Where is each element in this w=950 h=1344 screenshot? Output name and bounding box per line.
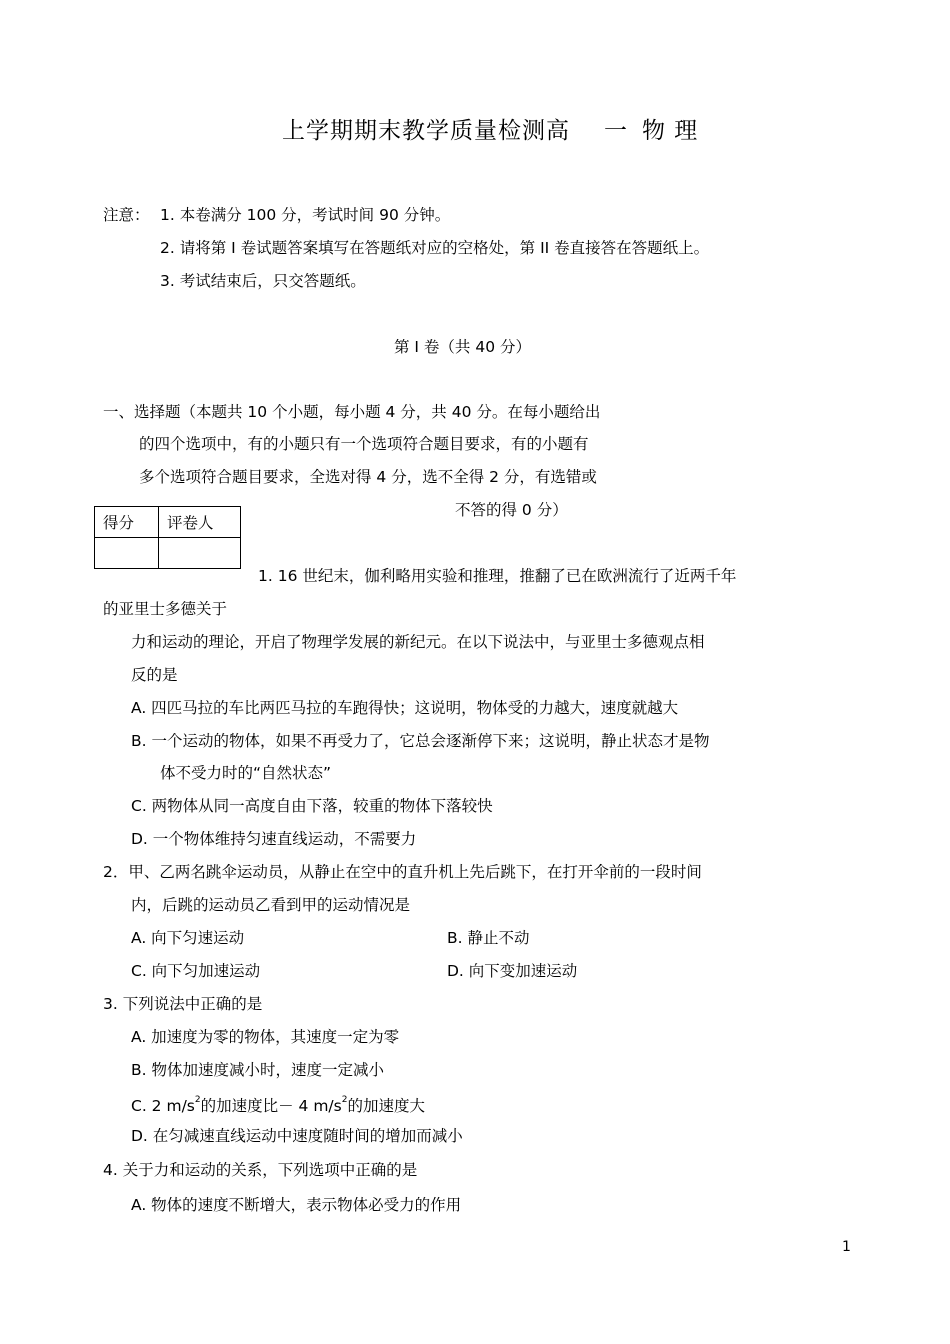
q2-option-d: D. 向下变加速运动 xyxy=(447,962,578,980)
section-line: 不答的得 0 分） xyxy=(455,501,568,519)
exam-grade: 一 xyxy=(604,118,628,144)
q3-option-b: B. 物体加速度减小时，速度一定减小 xyxy=(131,1061,384,1079)
score-cell xyxy=(95,538,159,569)
q4-option-a: A. 物体的速度不断增大，表示物体必受力的作用 xyxy=(131,1196,462,1214)
q3-option-d: D. 在匀减速直线运动中速度随时间的增加而减小 xyxy=(131,1127,463,1145)
q3-option-c xyxy=(131,1096,425,1115)
superscript: 2 xyxy=(194,1095,201,1105)
q1-option-b-cont: 体不受力时的“自然状态” xyxy=(160,764,332,782)
q3-option-c-part2: 的加速度比－ 4 m/s xyxy=(200,1097,342,1115)
exam-title: 上学期期末教学质量检测高 xyxy=(282,118,570,144)
q3-stem: 3. 下列说法中正确的是 xyxy=(103,995,263,1013)
section-line: 一、选择题（本题共 10 个小题，每小题 4 分，共 40 分。在每小题给出 xyxy=(103,403,601,421)
q2-option-b: B. 静止不动 xyxy=(447,929,530,947)
section-line: 的四个选项中，有的小题只有一个选项符合题目要求，有的小题有 xyxy=(139,435,589,453)
exam-subject: 物 理 xyxy=(642,118,699,144)
q1-stem: 力和运动的理论，开启了物理学发展的新纪元。在以下说法中，与亚里士多德观点相 xyxy=(131,633,705,651)
q1-option-b: B. 一个运动的物体，如果不再受力了，它总会逐渐停下来；这说明，静止状态才是物 xyxy=(131,732,710,750)
q1-option-d: D. 一个物体维持匀速直线运动，不需要力 xyxy=(131,830,417,848)
q3-option-a: A. 加速度为零的物体，其速度一定为零 xyxy=(131,1028,400,1046)
page-number: 1 xyxy=(842,1239,851,1255)
q4-stem: 4. 关于力和运动的关系，下列选项中正确的是 xyxy=(103,1161,418,1179)
score-table xyxy=(94,506,241,569)
q1-stem: 1. 16 世纪末，伽利略用实验和推理，推翻了已在欧洲流行了近两千年 xyxy=(258,567,737,585)
notice-item: 1. 本卷满分 100 分，考试时间 90 分钟。 xyxy=(160,206,451,224)
section-line: 多个选项符合题目要求，全选对得 4 分，选不全得 2 分，有选错或 xyxy=(139,468,597,486)
q1-option-a: A. 四匹马拉的车比两匹马拉的车跑得快；这说明，物体受的力越大，速度就越大 xyxy=(131,699,679,717)
score-header: 得分 xyxy=(95,507,159,538)
notice-item: 2. 请将第 I 卷试题答案填写在答题纸对应的空格处，第 II 卷直接答在答题纸上。 xyxy=(160,239,710,257)
q2-stem: 2．甲、乙两名跳伞运动员，从静止在空中的直升机上先后跳下，在打开伞前的一段时间 xyxy=(103,863,702,881)
superscript: 2 xyxy=(341,1095,348,1105)
part-title: 第 I 卷（共 40 分） xyxy=(394,338,532,356)
q1-stem: 的亚里士多德关于 xyxy=(103,600,228,618)
q2-option-c: C. 向下匀加速运动 xyxy=(131,962,261,980)
grader-cell xyxy=(159,538,241,569)
q2-option-a: A. 向下匀速运动 xyxy=(131,929,245,947)
q1-option-c: C. 两物体从同一高度自由下落，较重的物体下落较快 xyxy=(131,797,493,815)
notice-item: 3. 考试结束后，只交答题纸。 xyxy=(160,272,366,290)
notice-label: 注意： xyxy=(103,206,150,224)
q3-option-c-part3: 的加速度大 xyxy=(347,1097,425,1115)
q1-stem: 反的是 xyxy=(131,666,178,684)
q2-stem: 内，后跳的运动员乙看到甲的运动情况是 xyxy=(131,896,411,914)
grader-header: 评卷人 xyxy=(159,507,241,538)
q3-option-c-part1: C. 2 m/s xyxy=(131,1097,195,1115)
